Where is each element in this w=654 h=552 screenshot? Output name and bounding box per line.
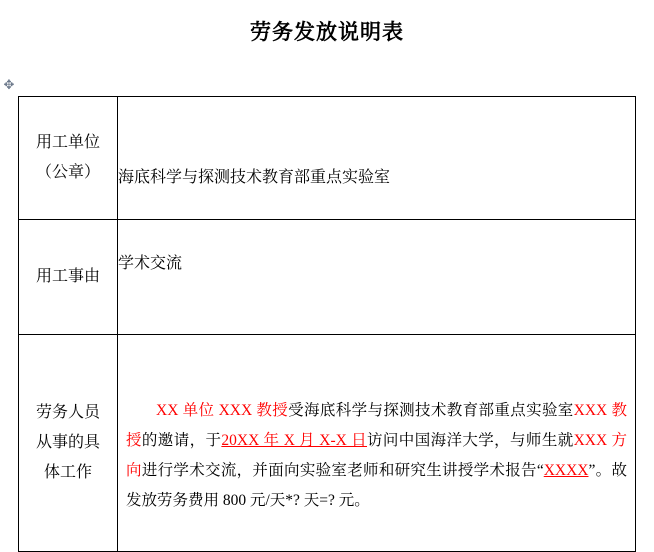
labor-payment-table <box>18 96 636 552</box>
move-crosshair-icon[interactable]: ✥ <box>3 77 15 92</box>
row-value-reason[interactable]: 学术交流 <box>118 220 636 335</box>
text-report-title: XXXX <box>543 462 589 479</box>
table-row <box>19 220 636 335</box>
document-page <box>0 10 654 514</box>
text-invited-by-lab: 受海底科学与探测技术教育部重点实验室 <box>288 402 574 419</box>
work-description-paragraph <box>118 370 635 516</box>
text-visit-ouc: 访问中国海洋大学，与师生就 <box>367 432 574 449</box>
text-research-direction: XXX 方向 <box>126 432 627 479</box>
row-label-employer: 用工单位 （公章） <box>19 97 118 220</box>
form-table-wrapper <box>18 96 636 552</box>
text-host-professor: XXX 教授 <box>126 402 627 449</box>
text-invitation: 的邀请，于 <box>141 432 222 449</box>
text-visit-date: 20XX 年 X 月 X-X 日 <box>221 432 368 449</box>
table-row <box>19 335 636 552</box>
table-row <box>19 97 636 220</box>
row-label-reason: 用工事由 <box>19 220 118 335</box>
row-label-work-content: 劳务人员 从事的具 体工作 <box>19 335 118 552</box>
text-unit-professor: XX 单位 XXX 教授 <box>156 402 289 419</box>
page-title: 劳务发放说明表 <box>250 20 404 44</box>
text-payment-detail: ”。故发放劳务费用 800 元/天*? 天=? 元。 <box>126 462 627 509</box>
row-value-work-content[interactable] <box>118 335 636 552</box>
text-exchange-lecture: 进行学术交流，并面向实验室老师和研究生讲授学术报告“ <box>141 462 544 479</box>
row-value-employer[interactable]: 海底科学与探测技术教育部重点实验室 <box>118 97 636 220</box>
